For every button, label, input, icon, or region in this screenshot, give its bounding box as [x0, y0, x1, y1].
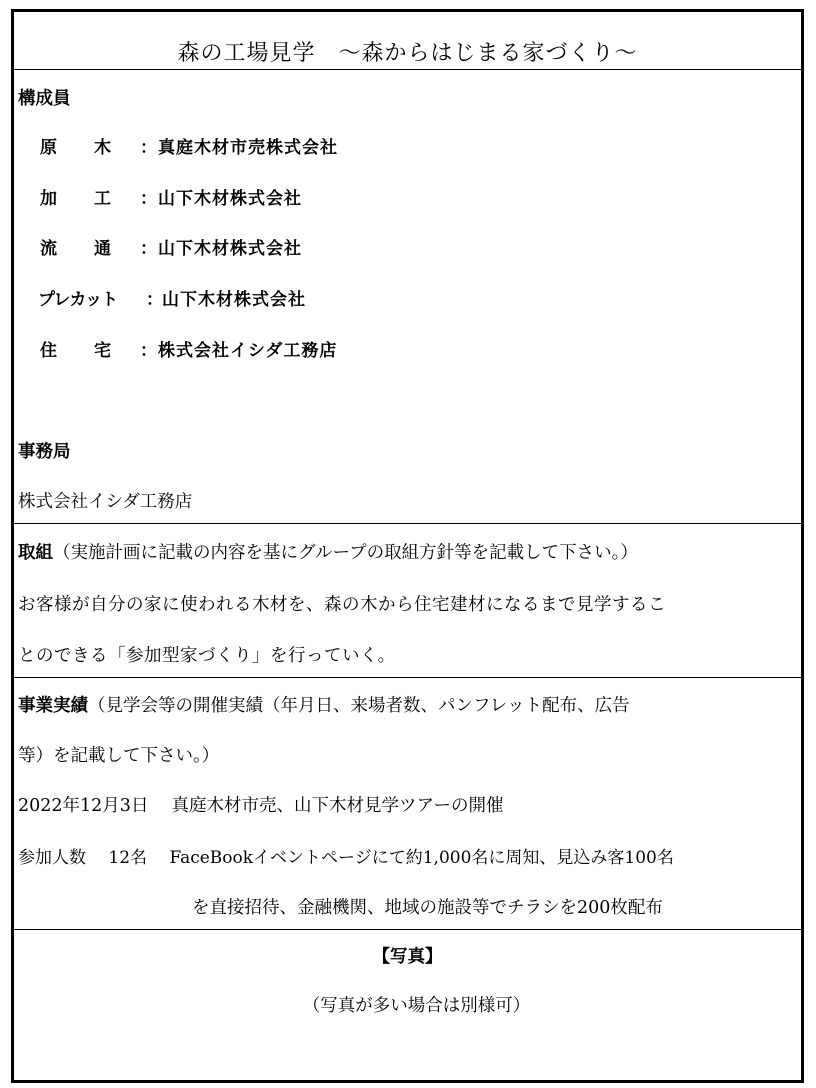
member-row-processing	[40, 188, 302, 210]
approach-heading: 取組	[18, 543, 53, 563]
member-role: 原 木	[40, 138, 112, 158]
divider-approach	[14, 523, 801, 524]
approach-line-2: とのできる「参加型家づくり」を行っていく。	[18, 646, 396, 666]
results-line-1: 2022年12月3日 真庭木材市売、山下木材見学ツアーの開催	[18, 796, 504, 816]
results-note-2: 等）を記載して下さい。）	[18, 746, 220, 766]
member-sep: ：	[140, 138, 158, 158]
divider-title	[14, 69, 801, 70]
member-role: 流 通	[40, 239, 112, 259]
approach-heading-line	[18, 542, 638, 564]
member-row-precut	[38, 289, 306, 311]
approach-line-1: お客様が自分の家に使われる木材を、森の木から住宅建材になるまで見学するこ	[18, 595, 666, 615]
member-sep: ：	[146, 290, 162, 310]
member-row-raw-wood	[40, 137, 338, 159]
member-name: 山下木材株式会社	[158, 189, 302, 209]
photo-heading: 【写真】	[372, 947, 443, 967]
secretariat-value: 株式会社イシダ工務店	[18, 492, 193, 512]
results-heading: 事業実績	[18, 696, 88, 716]
results-note-1: （見学会等の開催実績（年月日、来場者数、パンフレット配布、広告	[88, 696, 630, 716]
member-sep: ：	[140, 239, 158, 259]
member-name: 株式会社イシダ工務店	[158, 341, 338, 361]
secretariat-heading: 事務局	[18, 442, 71, 462]
members-heading: 構成員	[18, 89, 71, 109]
member-sep: ：	[140, 189, 158, 209]
approach-note: （実施計画に記載の内容を基にグループの取組方針等を記載して下さい。）	[53, 543, 638, 563]
document-frame	[11, 9, 804, 1083]
member-row-housing	[40, 340, 337, 362]
member-name: 真庭木材市売株式会社	[158, 138, 338, 158]
member-sep: ：	[140, 341, 158, 361]
results-heading-line	[18, 695, 630, 717]
member-role: プレカット	[38, 290, 118, 310]
results-line-2: 参加人数 12名 FaceBookイベントページにて約1,000名に周知、見込み客100名	[18, 848, 674, 868]
photo-note: （写真が多い場合は別様可）	[302, 996, 531, 1016]
member-row-distribution	[40, 238, 302, 260]
document-title: 森の工場見学 ～森からはじまる家づくり～	[177, 41, 638, 66]
member-name: 山下木材株式会社	[162, 290, 306, 310]
results-line-3: を直接招待、金融機関、地域の施設等でチラシを200枚配布	[192, 898, 663, 918]
member-role: 住 宅	[40, 341, 112, 361]
member-name: 山下木材株式会社	[158, 239, 302, 259]
divider-results	[14, 677, 801, 678]
member-role: 加 工	[40, 189, 112, 209]
divider-photo	[14, 929, 801, 930]
